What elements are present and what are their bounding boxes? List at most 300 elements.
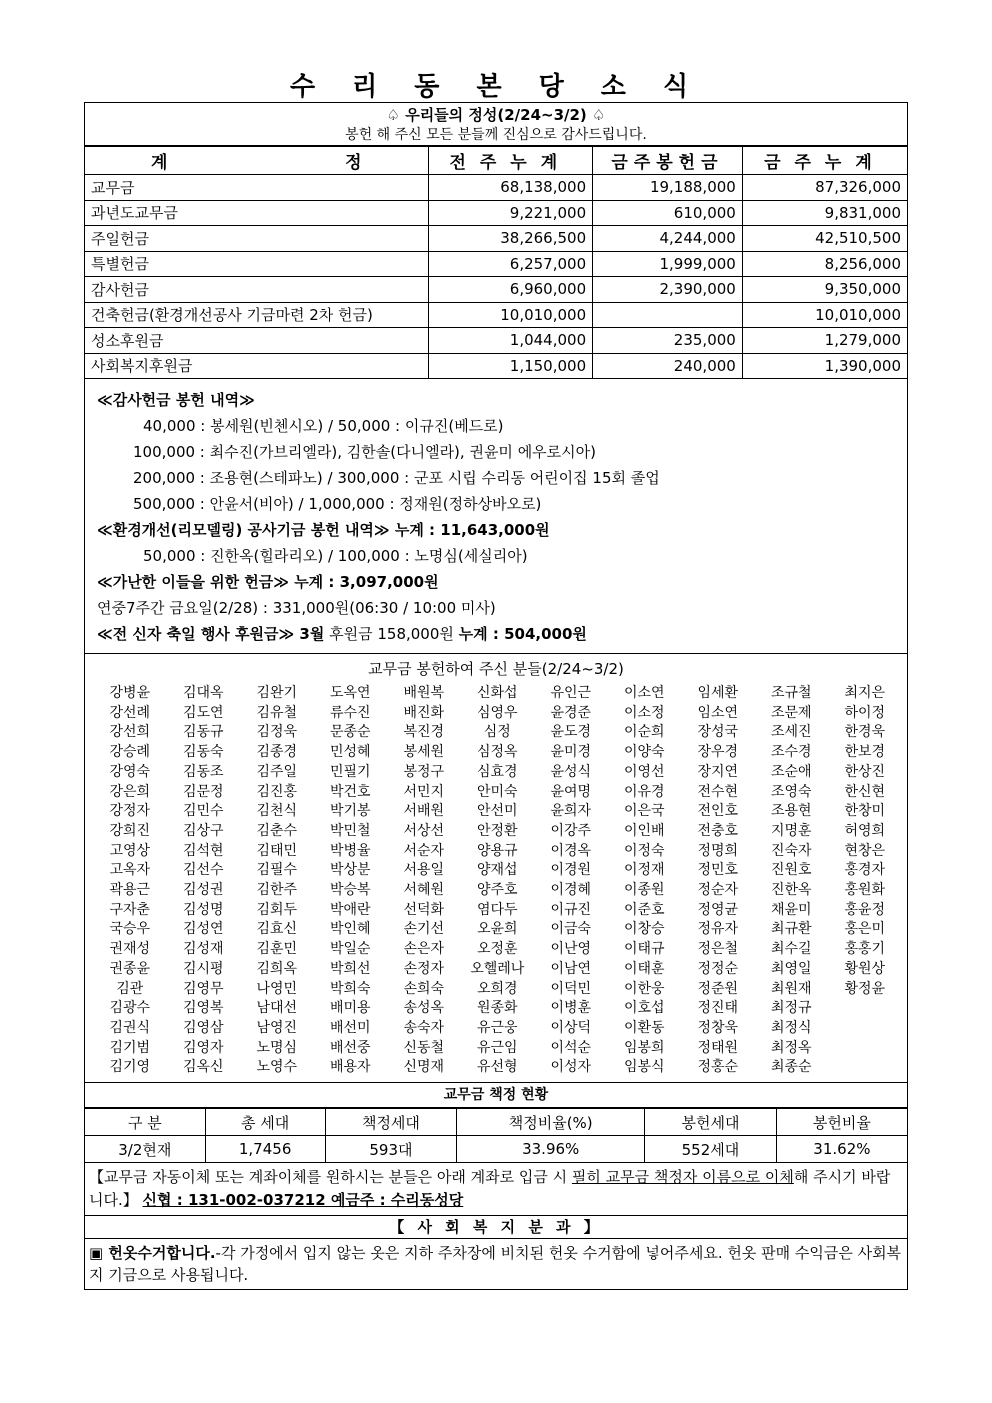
donor-name: 홍경자: [844, 862, 886, 879]
donor-name: 이양숙: [623, 744, 665, 761]
donor-name: 이창승: [623, 921, 665, 938]
donor-name: 김기범: [109, 1039, 151, 1056]
donor-name: 정홍순: [697, 1059, 739, 1076]
donor-name: 지명훈: [770, 822, 812, 839]
poor-line: 연중7주간 금요일(2/28) : 331,000원(06:30 / 10:00 미사): [97, 599, 496, 617]
offering-row: [85, 226, 907, 252]
donor-name: 이석순: [550, 1039, 592, 1056]
donor-name: 김선수: [182, 862, 224, 879]
donor-name: 정진태: [697, 1000, 739, 1017]
donor-name: 김영삼: [182, 1019, 224, 1036]
donor-name: 조용현: [770, 803, 812, 820]
feast-head: ≪전 신자 축일 행사 후원금≫ 3월 후원금 158,000원 누계 : 504,000원: [97, 625, 587, 643]
donor-name: 김종경: [256, 744, 298, 761]
donor-name: 윤미경: [550, 744, 592, 761]
donor-name: 정순자: [697, 882, 739, 899]
donor-name: 최영일: [770, 960, 812, 977]
donor-name: 안미숙: [476, 783, 518, 800]
donor-name: 김태민: [256, 842, 298, 859]
donor-name: 최정규: [770, 1000, 812, 1017]
donor-name: 이유경: [623, 783, 665, 800]
donor-name: 이규진: [550, 901, 592, 918]
donor-name: 윤성식: [550, 763, 592, 780]
col-account: 계 정: [85, 147, 428, 175]
donor-name: 이소연: [623, 685, 665, 701]
donor-name: 최종순: [770, 1059, 812, 1076]
donor-name: 정준원: [697, 980, 739, 997]
renovation-head: ≪환경개선(리모델링) 공사기금 봉헌 내역≫ 누계 : 11,643,000원: [97, 521, 550, 539]
donor-name: 심영우: [476, 704, 518, 721]
donor-name: 김석현: [182, 842, 224, 859]
prev-total: 1,044,000: [428, 328, 593, 354]
donor-name: 임세환: [697, 685, 739, 701]
donor-name: 홍원화: [844, 882, 886, 899]
thanks-line: 200,000 : 조용현(스테파노) / 300,000 : 군포 시립 수리동 어린이집 15회 졸업: [133, 469, 660, 487]
donor-name: 김성연: [182, 921, 224, 938]
donor-name: 이은국: [623, 803, 665, 820]
donor-name: 임봉식: [623, 1059, 665, 1076]
donor-name: 서순자: [403, 842, 445, 859]
account-name: 특별헌금: [85, 251, 428, 277]
donor-name: 노명심: [256, 1039, 298, 1056]
donor-name: 김주일: [256, 763, 298, 780]
donor-name: 박건호: [329, 783, 371, 800]
donor-name: 오윤희: [476, 921, 518, 938]
donor-name: [828, 1058, 902, 1078]
week-offering: 1,999,000: [593, 251, 743, 277]
week-offering: 2,390,000: [593, 277, 743, 303]
donor-name: 김광수: [109, 1000, 151, 1017]
donor-name: 강병윤: [109, 685, 151, 701]
donor-name: 서민지: [403, 783, 445, 800]
prev-total: 9,221,000: [428, 200, 593, 226]
donor-name: 양재섭: [476, 862, 518, 879]
donor-name: 김성권: [182, 882, 224, 899]
offering-row: [85, 200, 907, 226]
donors-grid: [85, 680, 907, 1082]
donor-name: 윤여명: [550, 783, 592, 800]
donor-name: 이정재: [623, 862, 665, 879]
donor-name: 박애란: [329, 901, 371, 918]
welfare-notice: ▣ 헌옷수거합니다.-각 가정에서 입지 않는 옷은 지하 주차장에 비치된 헌옷 수거함에 넣어주세요. 헌옷 판매 수익금은 사회복지 기금으로 사용됩니다.: [89, 1244, 902, 1285]
donor-name: 손은자: [403, 941, 445, 958]
offering-row: [85, 277, 907, 303]
donor-name: 황정윤: [844, 980, 886, 997]
donor-name: 김유철: [256, 704, 298, 721]
total: 10,010,000: [742, 302, 907, 328]
donor-name: 이강주: [550, 822, 592, 839]
donor-name: 장성국: [697, 724, 739, 741]
donors-title: 교무금 봉헌하여 주신 분들(2/24~3/2): [368, 660, 624, 678]
donor-name: 서상선: [403, 822, 445, 839]
donor-name: 신화섭: [476, 685, 518, 701]
donor-name: 노영수: [256, 1059, 298, 1076]
donor-name: 한신현: [844, 783, 886, 800]
total: 1,279,000: [742, 328, 907, 354]
account-name: 건축헌금(환경개선공사 기금마련 2차 헌금): [85, 302, 428, 328]
dues-value: 33.96%: [457, 1136, 645, 1163]
donor-name: 이난영: [550, 941, 592, 958]
offering-row: [85, 328, 907, 354]
donor-name: 황원상: [844, 960, 886, 977]
donor-name: 장지연: [697, 763, 739, 780]
donor-name: 안선미: [476, 803, 518, 820]
offering-table-header: [85, 147, 907, 175]
donor-name: 문종순: [329, 724, 371, 741]
donor-name: 김도연: [182, 704, 224, 721]
donor-name: 송성옥: [403, 1000, 445, 1017]
donor-name: 양용규: [476, 842, 518, 859]
donor-name: 박민철: [329, 822, 371, 839]
donor-name: 이정숙: [623, 842, 665, 859]
donor-name: 김천식: [256, 803, 298, 820]
account-name: 사회복지후원금: [85, 353, 428, 379]
prev-total: 1,150,000: [428, 353, 593, 379]
thanks-line: 40,000 : 봉세원(빈첸시오) / 50,000 : 이규진(베드로): [143, 417, 504, 435]
donor-name: 한경욱: [844, 724, 886, 741]
donor-name: 오희경: [476, 980, 518, 997]
week-offering: 19,188,000: [593, 175, 743, 201]
poor-head: ≪가난한 이들을 위한 헌금≫ 누계 : 3,097,000원: [97, 573, 439, 591]
donor-name: 이태규: [623, 941, 665, 958]
donor-name: 염다두: [476, 901, 518, 918]
donor-name: 강희진: [109, 822, 151, 839]
donor-name: 나영민: [256, 980, 298, 997]
donor-name: 강은희: [109, 783, 151, 800]
donor-name: 김영무: [182, 980, 224, 997]
dues-header: 총 세대: [205, 1109, 325, 1136]
donor-name: 박상분: [329, 862, 371, 879]
donor-name: 김영복: [182, 1000, 224, 1017]
donor-name: 신명재: [403, 1059, 445, 1076]
donor-name: 복진경: [403, 724, 445, 741]
donor-name: 강정자: [109, 803, 151, 820]
dues-header: 구 분: [85, 1109, 205, 1136]
donor-name: 정유자: [697, 921, 739, 938]
donor-name: 조세진: [770, 724, 812, 741]
total: 8,256,000: [742, 251, 907, 277]
week-offering: 235,000: [593, 328, 743, 354]
donor-name: 김성명: [182, 901, 224, 918]
donor-name: 홍윤정: [844, 901, 886, 918]
donor-name: 김시평: [182, 960, 224, 977]
donor-name: 고옥자: [109, 862, 151, 879]
donor-name: 김대옥: [182, 685, 224, 701]
donor-name: 이경혜: [550, 882, 592, 899]
donor-name: 김희옥: [256, 960, 298, 977]
renovation-line: 50,000 : 진한옥(힐라리오) / 100,000 : 노명심(세실리아): [143, 547, 528, 565]
donor-name: 최원재: [770, 980, 812, 997]
donor-name: [828, 999, 902, 1019]
donor-name: 신동철: [403, 1039, 445, 1056]
donor-name: 김민수: [182, 803, 224, 820]
donor-name: 류수진: [329, 704, 371, 721]
donor-name: 이소정: [623, 704, 665, 721]
donor-name: 박승복: [329, 882, 371, 899]
donor-name: 한창미: [844, 803, 886, 820]
donor-name: 서용일: [403, 862, 445, 879]
account-name: 교무금: [85, 175, 428, 201]
donor-name: 김한주: [256, 882, 298, 899]
donor-name: 배선미: [329, 1019, 371, 1036]
donor-name: 채윤미: [770, 901, 812, 918]
donor-name: 송숙자: [403, 1019, 445, 1036]
dues-header: 책정비율(%): [457, 1109, 645, 1136]
donor-name: 김문정: [182, 783, 224, 800]
dues-value-row: [85, 1136, 907, 1163]
donor-name: 박병율: [329, 842, 371, 859]
donor-name: 박인혜: [329, 921, 371, 938]
donor-name: 권재성: [109, 941, 151, 958]
col-total: 금주누계: [742, 147, 907, 175]
week-offering: 240,000: [593, 353, 743, 379]
donors-section: [85, 654, 907, 1083]
donor-name: 고영상: [109, 842, 151, 859]
donor-name: 안정환: [476, 822, 518, 839]
donor-name: 손기선: [403, 921, 445, 938]
donor-name: 박일순: [329, 941, 371, 958]
donor-name: 전충호: [697, 822, 739, 839]
donor-name: 심정: [483, 724, 511, 741]
donor-name: 손희숙: [403, 980, 445, 997]
donor-name: 한상진: [844, 763, 886, 780]
dues-table: [85, 1108, 907, 1163]
offering-heading: ♤ 우리들의 정성(2/24~3/2) ♤: [386, 106, 606, 124]
donor-name: 현창은: [844, 842, 886, 859]
dues-value: 31.62%: [776, 1136, 907, 1163]
prev-total: 68,138,000: [428, 175, 593, 201]
donor-name: 이종원: [623, 882, 665, 899]
donor-name: 서배원: [403, 803, 445, 820]
dues-header: 책정세대: [325, 1109, 457, 1136]
donor-name: 권종윤: [109, 960, 151, 977]
donor-name: 김정욱: [256, 724, 298, 741]
donor-name: 강선례: [109, 704, 151, 721]
donor-name: 임봉희: [623, 1039, 665, 1056]
donor-name: 원종화: [476, 1000, 518, 1017]
donor-name: 배선중: [329, 1039, 371, 1056]
donor-name: 유인근: [550, 685, 592, 701]
total: 1,390,000: [742, 353, 907, 379]
donor-name: [828, 1019, 902, 1039]
donor-name: 김상구: [182, 822, 224, 839]
donor-name: 김진홍: [256, 783, 298, 800]
week-offering: 4,244,000: [593, 226, 743, 252]
donor-name: 전인호: [697, 803, 739, 820]
donor-name: 김옥신: [182, 1059, 224, 1076]
donor-name: 조수경: [770, 744, 812, 761]
total: 87,326,000: [742, 175, 907, 201]
donor-name: 이순희: [623, 724, 665, 741]
offering-subheading: 봉헌 해 주신 모든 분들께 진심으로 감사드립니다.: [85, 125, 907, 146]
donor-name: 유근웅: [476, 1019, 518, 1036]
donor-name: 김훈민: [256, 941, 298, 958]
donor-name: 국승우: [109, 921, 151, 938]
donor-name: 김동규: [182, 724, 224, 741]
donor-name: 이남연: [550, 960, 592, 977]
donor-name: 김완기: [256, 685, 298, 701]
bulletin-box: [84, 102, 908, 1290]
donor-name: 구자춘: [109, 901, 151, 918]
donor-name: 배용자: [329, 1059, 371, 1076]
donor-name: 유선형: [476, 1059, 518, 1076]
account-name: 감사헌금: [85, 277, 428, 303]
donor-name: 조영숙: [770, 783, 812, 800]
donor-name: 김동숙: [182, 744, 224, 761]
donor-name: 장우경: [697, 744, 739, 761]
thanks-line: 100,000 : 최수진(가브리엘라), 김한솔(다니엘라), 권윤미 에우로시아): [133, 443, 596, 461]
donor-name: 선덕화: [403, 901, 445, 918]
donor-name: 심정옥: [476, 744, 518, 761]
total: 9,831,000: [742, 200, 907, 226]
offering-row: [85, 175, 907, 201]
donor-name: 손정자: [403, 960, 445, 977]
donor-name: 이성자: [550, 1059, 592, 1076]
donor-name: 최규환: [770, 921, 812, 938]
donor-name: 곽용근: [109, 882, 151, 899]
donor-name: 이환동: [623, 1019, 665, 1036]
donor-name: 하이정: [844, 704, 886, 721]
donor-name: 김기영: [109, 1059, 151, 1076]
thanks-section: [85, 379, 907, 654]
dues-title: 교무금 책정 현황: [85, 1083, 907, 1108]
donor-name: 김성재: [182, 941, 224, 958]
donor-name: 이영선: [623, 763, 665, 780]
donor-name: 김필수: [256, 862, 298, 879]
donor-name: 이금숙: [550, 921, 592, 938]
donor-name: 이덕민: [550, 980, 592, 997]
donor-name: 민성혜: [329, 744, 371, 761]
page-title: 수 리 동 본 당 소 식: [289, 72, 703, 102]
donor-name: 정창욱: [697, 1019, 739, 1036]
donor-name: 최정옥: [770, 1039, 812, 1056]
donor-name: 민필기: [329, 763, 371, 780]
donor-name: 배원복: [403, 685, 445, 701]
donor-name: 홍은미: [844, 921, 886, 938]
donor-name: 이병훈: [550, 1000, 592, 1017]
donor-name: 박기봉: [329, 803, 371, 820]
donor-name: 오정훈: [476, 941, 518, 958]
donor-name: 진원호: [770, 862, 812, 879]
donor-name: 허영희: [844, 822, 886, 839]
prev-total: 38,266,500: [428, 226, 593, 252]
donor-name: 이호섭: [623, 1000, 665, 1017]
donor-name: 도옥연: [329, 685, 371, 701]
account-name: 성소후원금: [85, 328, 428, 354]
donor-name: [828, 1039, 902, 1059]
donor-name: 이인배: [623, 822, 665, 839]
total: 42,510,500: [742, 226, 907, 252]
donor-name: 배미용: [329, 1000, 371, 1017]
offering-row: [85, 251, 907, 277]
offering-row: [85, 353, 907, 379]
donor-name: 이경원: [550, 862, 592, 879]
donor-name: 조문제: [770, 704, 812, 721]
donor-name: 이준호: [623, 901, 665, 918]
donor-name: 강영숙: [109, 763, 151, 780]
donor-name: 전수현: [697, 783, 739, 800]
donor-name: 정명희: [697, 842, 739, 859]
dues-value: 1,7456: [205, 1136, 325, 1163]
donor-name: 윤도경: [550, 724, 592, 741]
col-prev-total: 전주누계: [428, 147, 593, 175]
donor-name: 이경옥: [550, 842, 592, 859]
donor-name: 최지은: [844, 685, 886, 701]
donor-name: 봉세원: [403, 744, 445, 761]
dues-value: 3/2현재: [85, 1136, 205, 1163]
donor-name: 박희선: [329, 960, 371, 977]
donor-name: 남대선: [256, 1000, 298, 1017]
offering-row: [85, 302, 907, 328]
col-week-offering: 금주봉헌금: [593, 147, 743, 175]
prev-total: 6,257,000: [428, 251, 593, 277]
prev-total: 10,010,000: [428, 302, 593, 328]
offering-table: [85, 146, 907, 379]
donor-name: 유근임: [476, 1039, 518, 1056]
donor-name: 김효신: [256, 921, 298, 938]
donor-name: 배진화: [403, 704, 445, 721]
dues-value: 552세대: [645, 1136, 777, 1163]
welfare-title: 【 사 회 복 지 분 과 】: [85, 1216, 907, 1239]
donor-name: 이태훈: [623, 960, 665, 977]
donor-name: 남영진: [256, 1019, 298, 1036]
donor-name: 이한웅: [623, 980, 665, 997]
donor-name: 정민호: [697, 862, 739, 879]
thanks-line: 500,000 : 안윤서(비아) / 1,000,000 : 정재원(정하상바오로): [133, 495, 542, 513]
donor-name: 김관: [116, 980, 144, 997]
donor-name: 조규철: [770, 685, 812, 701]
donor-name: 임소연: [697, 704, 739, 721]
donor-name: 진숙자: [770, 842, 812, 859]
dues-header: 봉헌비율: [776, 1109, 907, 1136]
donor-name: 강승례: [109, 744, 151, 761]
donor-name: 양주호: [476, 882, 518, 899]
donor-name: 정영균: [697, 901, 739, 918]
donor-name: 강선희: [109, 724, 151, 741]
donor-name: 심효경: [476, 763, 518, 780]
donor-name: 정태원: [697, 1039, 739, 1056]
donor-name: 김동조: [182, 763, 224, 780]
dues-value: 593대: [325, 1136, 457, 1163]
donor-name: 조순애: [770, 763, 812, 780]
donor-name: 윤희자: [550, 803, 592, 820]
transfer-notice: 【교무금 자동이체 또는 계좌이체를 원하시는 분들은 아래 계좌로 입금 시 필히 교무금 책정자 이름으로 이체해 주시기 바랍니다.】 신협 : 131-002-037212 예금주 : 수리동성당: [85, 1163, 907, 1216]
donor-name: 홍홍기: [844, 941, 886, 958]
donor-name: 김권식: [109, 1019, 151, 1036]
donor-name: 이상덕: [550, 1019, 592, 1036]
total: 9,350,000: [742, 277, 907, 303]
donor-name: 한보경: [844, 744, 886, 761]
week-offering: [593, 302, 743, 328]
donor-name: 김영자: [182, 1039, 224, 1056]
donor-name: 정은철: [697, 941, 739, 958]
donor-name: 오헬레나: [470, 960, 525, 977]
donor-name: 봉정구: [403, 763, 445, 780]
donor-name: 윤경준: [550, 704, 592, 721]
dues-header-row: [85, 1109, 907, 1136]
prev-total: 6,960,000: [428, 277, 593, 303]
week-offering: 610,000: [593, 200, 743, 226]
thanks-head: ≪감사헌금 봉헌 내역≫: [97, 391, 255, 409]
donor-name: 김춘수: [256, 822, 298, 839]
donor-name: 김회두: [256, 901, 298, 918]
donor-name: 최수길: [770, 941, 812, 958]
donor-name: 최정식: [770, 1019, 812, 1036]
account-name: 과년도교무금: [85, 200, 428, 226]
donor-name: 정정순: [697, 960, 739, 977]
donor-name: 박희숙: [329, 980, 371, 997]
donor-name: 진한옥: [770, 882, 812, 899]
